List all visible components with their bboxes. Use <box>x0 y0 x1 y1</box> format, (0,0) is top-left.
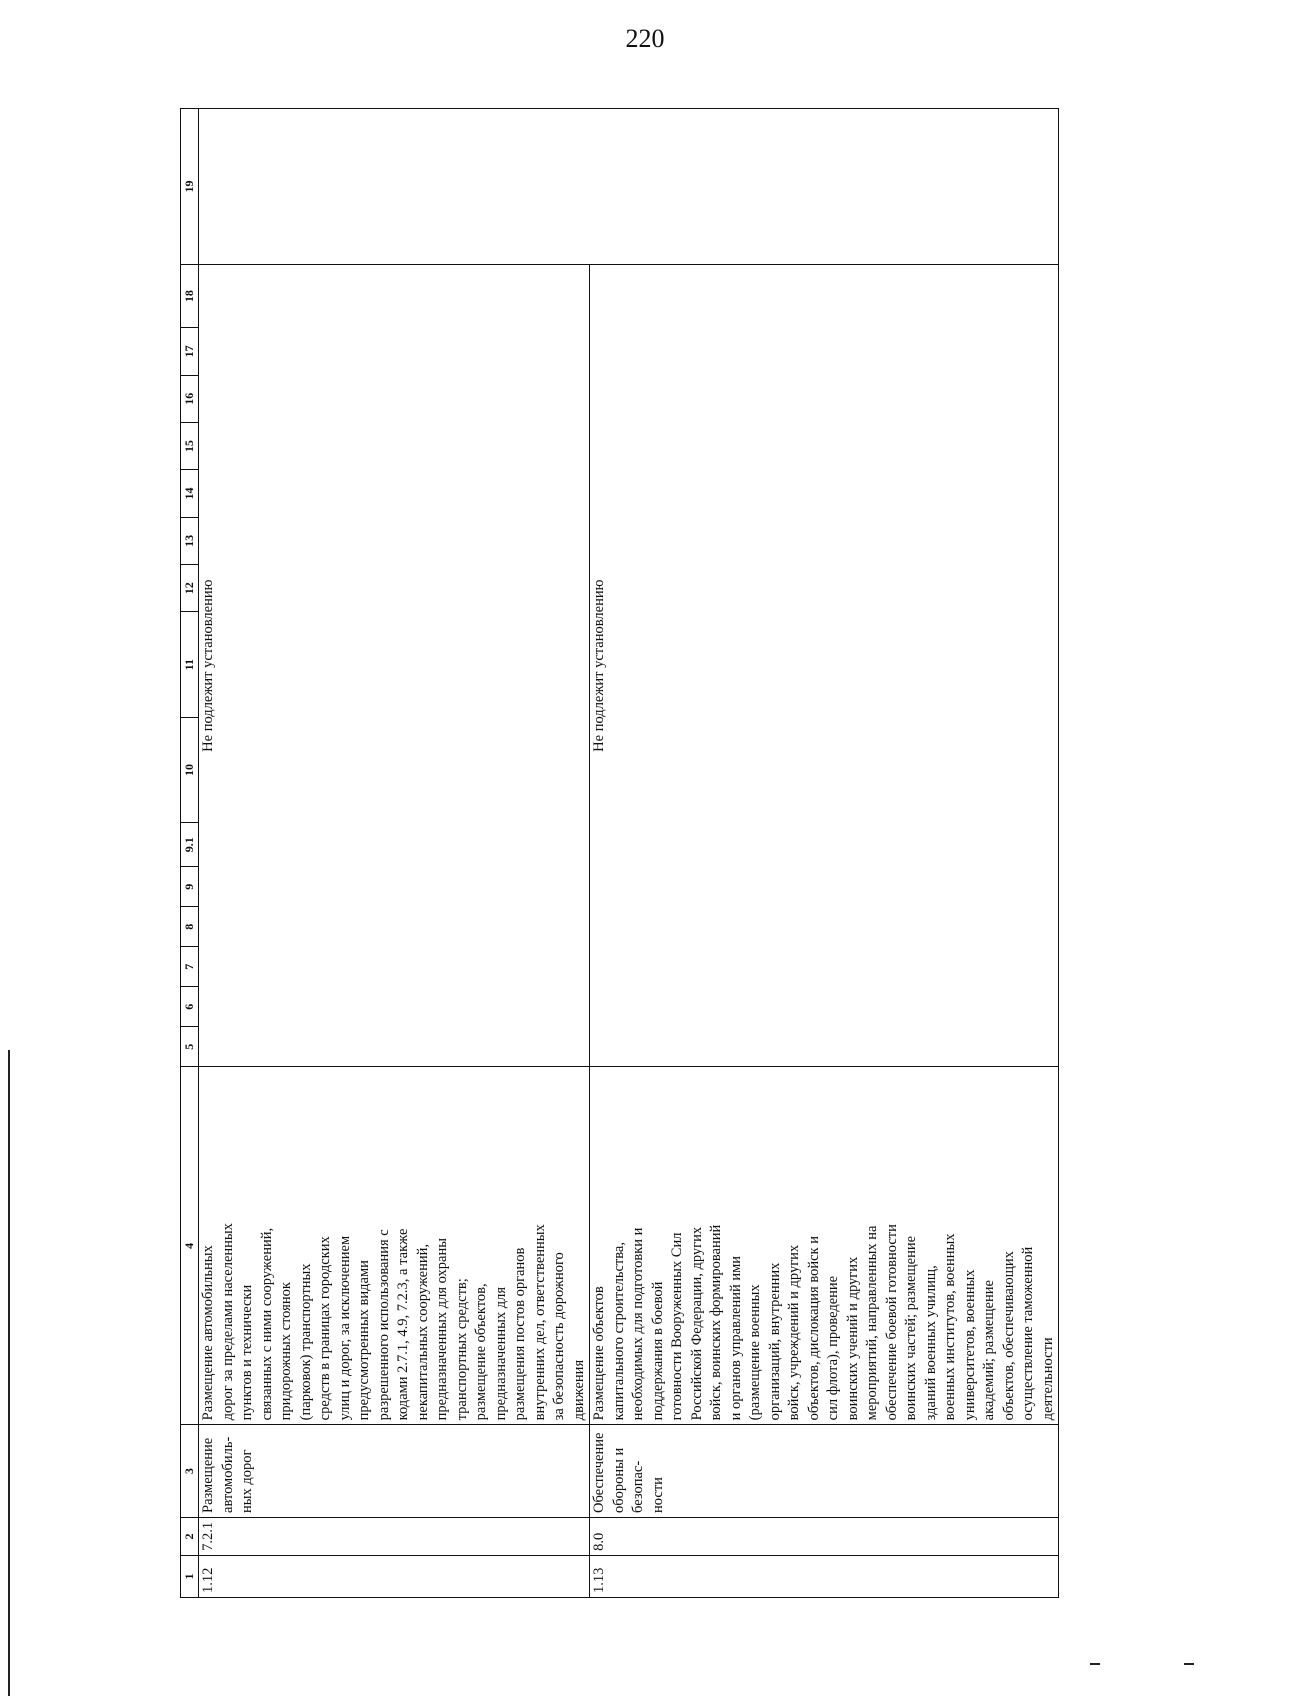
rotated-table-area <box>180 108 1056 1598</box>
table-row <box>199 109 590 1598</box>
col-header: 19 <box>181 109 199 265</box>
col-header: 7 <box>181 947 199 987</box>
header-row <box>181 109 199 1598</box>
row-parameters: Не подлежит установлению <box>199 265 590 1067</box>
col-header: 9.1 <box>181 823 199 867</box>
col-19-cell <box>199 109 1059 265</box>
row-number: 1.13 <box>590 1555 1059 1597</box>
col-header: 6 <box>181 987 199 1027</box>
col-header: 17 <box>181 328 199 375</box>
col-header: 9 <box>181 867 199 907</box>
col-header: 11 <box>181 612 199 717</box>
col-header: 18 <box>181 265 199 328</box>
col-header: 4 <box>181 1067 199 1425</box>
col-header: 1 <box>181 1555 199 1597</box>
col-header: 2 <box>181 1517 199 1555</box>
row-code: 7.2.1 <box>199 1517 590 1555</box>
col-header: 5 <box>181 1027 199 1067</box>
col-header: 13 <box>181 517 199 564</box>
row-description: Размещение объектов капитального строительства, необходимых для подготовки и поддержания в боевой готовности Вооруженных Сил Российской Федерации, других войск, воинских формирований и органов управлений ими (размещение военных организаций, внутренних войск, учреждений и других объектов, дислокация войск и сил флота), проведение воинских учений и других мероприятий, направленных на обеспечение боевой готовности воинских частей; размещение зданий военных училищ, военных институтов, военных университетов, военных академий; размещение объектов, обеспечивающих осуществление таможенной деятельности <box>590 1067 1059 1425</box>
scan-edge-tick <box>1090 1663 1100 1665</box>
col-header: 10 <box>181 717 199 822</box>
col-header: 14 <box>181 470 199 517</box>
row-code: 8.0 <box>590 1517 1059 1555</box>
row-description: Размещение автомобильных дорог за пределами населенных пунктов и технически связанных с ними сооружений, придорожных стоянок (парковок) транспортных средств в границах городских улиц и дорог, за исключением предусмотренных видами разрешенного использования с кодами 2.7.1, 4.9, 7.2.3, а также некапитальных сооружений, предназначенных для охраны транспортных средств; размещение объектов, предназначенных для размещения постов органов внутренних дел, ответственных за безопасность дорожного движения <box>199 1067 590 1425</box>
col-header: 12 <box>181 565 199 612</box>
row-parameters: Не подлежит установлению <box>590 265 1059 1067</box>
col-header: 3 <box>181 1425 199 1518</box>
page-number: 220 <box>625 24 665 53</box>
table-row <box>590 109 1059 1598</box>
land-use-table <box>180 108 1059 1598</box>
col-header: 8 <box>181 907 199 947</box>
scan-edge-line <box>8 1050 10 1696</box>
row-name: Размещение автомобиль- ных дорог <box>199 1425 590 1518</box>
row-name: Обеспечение обороны и безопас- ности <box>590 1425 1059 1518</box>
scan-edge-tick <box>1184 1663 1194 1665</box>
row-number: 1.12 <box>199 1555 590 1597</box>
col-header: 15 <box>181 422 199 469</box>
col-header: 16 <box>181 375 199 422</box>
